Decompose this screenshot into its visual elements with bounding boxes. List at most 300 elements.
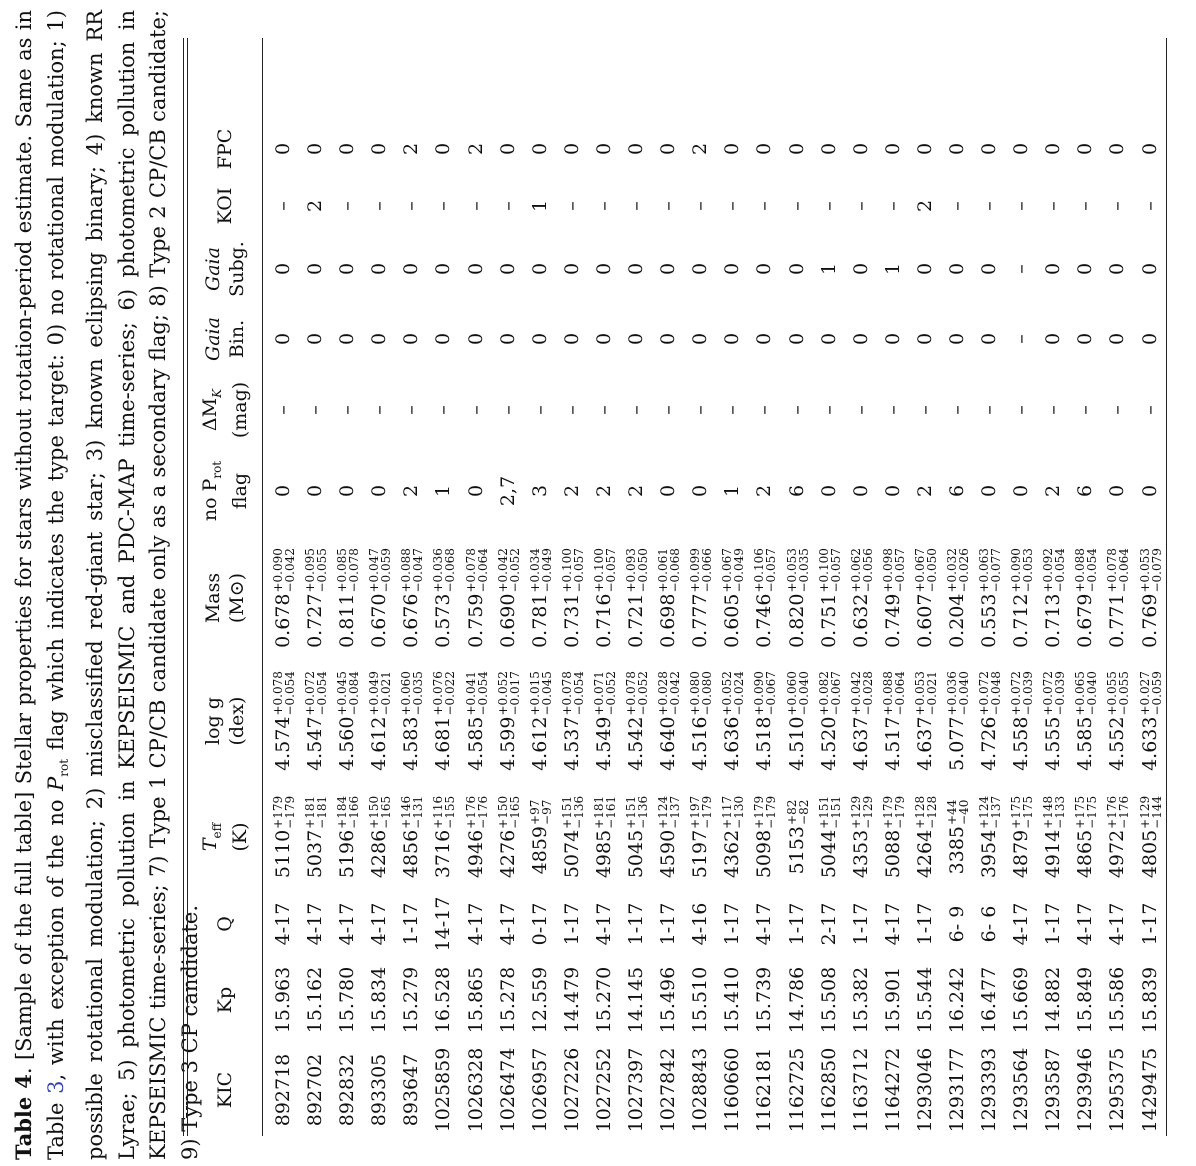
cell-gaia-bin: 0 — [785, 332, 808, 346]
cell-kp: 15.963 — [272, 966, 294, 1034]
cell-kp: 16.528 — [432, 966, 455, 1034]
cell-no-prot-flag: 0 — [464, 484, 487, 498]
cell-logg: 4.518 +0.090 −0.067 — [752, 671, 779, 771]
cell-teff: 4805 +129 −144 — [1137, 795, 1164, 879]
cell-quarters: 2-17 — [817, 902, 840, 946]
table-reference-link[interactable]: 3 — [43, 1080, 68, 1094]
caption-text-b: , with exception of the no — [43, 790, 68, 1081]
cell-spacer — [299, 38, 331, 120]
cell-mass: 0.679 +0.088 −0.054 — [1073, 548, 1100, 648]
cell-quarters: 1-17 — [721, 902, 744, 946]
table-caption — [8, 10, 206, 1160]
cell-no-prot-flag: 2 — [913, 484, 936, 498]
cell-koi: – — [1106, 201, 1129, 211]
cell-quarters: 4-16 — [689, 902, 712, 946]
cell-fpc: 2 — [689, 142, 712, 156]
cell-spacer — [460, 38, 492, 120]
cell-quarters: 4-17 — [304, 902, 327, 946]
cell-fpc: 0 — [336, 142, 359, 156]
cell-delta-mk: – — [1042, 405, 1065, 415]
cell-teff: 4946 +176 −176 — [463, 795, 490, 879]
cell-gaia-bin: 0 — [1138, 332, 1161, 346]
cell-logg: 4.637 +0.042 −0.028 — [848, 671, 875, 771]
cell-mass: 0.573 +0.036 −0.068 — [431, 548, 458, 648]
cell-mass: 0.731 +0.100 −0.057 — [559, 548, 586, 648]
cell-kic: 1028843 — [689, 1047, 712, 1133]
cell-logg: 4.681 +0.076 −0.022 — [431, 671, 458, 771]
header-koi: KOI — [214, 187, 236, 225]
cell-kp: 15.839 — [1138, 966, 1161, 1034]
cell-koi: 1 — [528, 199, 551, 213]
cell-gaia-subg: 0 — [272, 262, 294, 276]
cell-no-prot-flag: 0 — [336, 484, 359, 498]
cell-delta-mk: – — [1010, 405, 1033, 415]
cell-spacer — [716, 38, 748, 120]
cell-fpc: 0 — [785, 142, 808, 156]
cell-logg: 4.599 +0.052 −0.017 — [495, 671, 522, 771]
table-row — [813, 38, 845, 1136]
cell-fpc: 2 — [464, 142, 487, 156]
cell-gaia-subg: 0 — [785, 262, 808, 276]
table-row — [1037, 38, 1069, 1136]
cell-delta-mk: – — [913, 405, 936, 415]
caption-text-c: flag which indicates the type target: 0) no rotational modulation; 1) possible rotational modulation; 2) misclassified red-giant star; 3) known eclipsing binary; 4) known RR Lyrae; 5) photometric pollution in KEPSEISMIC and PDC-MAP time-series; 6) photometric pollution in KEPSEISMIC time-series; 7) Type 1 CP/CB candidate only as a secondary flag; 8) Type 2 CP/CB candidate; 9) Type 3 CP candidate. — [43, 10, 202, 1160]
cell-mass: 0.727 +0.095 −0.055 — [303, 548, 330, 648]
cell-no-prot-flag: 0 — [978, 484, 1001, 498]
cell-delta-mk: – — [432, 405, 455, 415]
cell-spacer — [909, 38, 941, 120]
cell-koi: – — [432, 201, 455, 211]
header-kic: KIC — [214, 1071, 236, 1109]
cell-mass: 0.781 +0.034 −0.049 — [527, 548, 554, 648]
cell-gaia-bin: 0 — [528, 332, 551, 346]
table-row — [781, 38, 813, 1136]
cell-fpc: 0 — [528, 142, 551, 156]
cell-teff: 4856 +146 −131 — [399, 795, 426, 879]
cell-teff: 5037 +181 −181 — [303, 795, 330, 879]
table-row — [973, 38, 1005, 1136]
cell-delta-mk: – — [592, 405, 615, 415]
cell-teff: 5074 +151 −136 — [559, 795, 586, 879]
cell-spacer — [1069, 38, 1101, 120]
cell-kic: 1293587 — [1042, 1047, 1065, 1133]
cell-quarters: 1-17 — [560, 902, 583, 946]
cell-mass: 0.678 +0.090 −0.042 — [271, 548, 297, 648]
cell-gaia-subg: 0 — [400, 262, 423, 276]
cell-teff: 5088 +179 −179 — [880, 795, 907, 879]
cell-koi: – — [592, 201, 615, 211]
cell-gaia-bin: 0 — [817, 332, 840, 346]
cell-delta-mk: – — [753, 405, 776, 415]
cell-kic: 1293046 — [913, 1047, 936, 1133]
caption-prot-symbol: P — [43, 776, 68, 791]
cell-kic: 892702 — [304, 1053, 327, 1127]
cell-mass: 0.721 +0.093 −0.050 — [624, 548, 651, 648]
cell-kp: 15.279 — [400, 966, 423, 1034]
cell-quarters: 4-17 — [1074, 902, 1097, 946]
cell-logg: 4.560 +0.045 −0.084 — [335, 671, 362, 771]
cell-quarters: 1-17 — [913, 902, 936, 946]
cell-gaia-subg: 0 — [368, 262, 391, 276]
cell-fpc: 0 — [913, 142, 936, 156]
cell-spacer — [748, 38, 780, 120]
cell-gaia-subg: 0 — [560, 262, 583, 276]
cell-delta-mk: – — [881, 405, 904, 415]
cell-gaia-bin: 0 — [272, 332, 294, 346]
cell-logg: 4.516 +0.080 −0.080 — [688, 671, 715, 771]
cell-no-prot-flag: 0 — [817, 484, 840, 498]
cell-fpc: 0 — [978, 142, 1001, 156]
cell-gaia-subg: 0 — [464, 262, 487, 276]
cell-gaia-bin: – — [1010, 334, 1033, 344]
cell-logg: 4.640 +0.028 −0.042 — [656, 671, 683, 771]
cell-mass: 0.749 +0.098 −0.057 — [880, 548, 907, 648]
cell-spacer — [524, 38, 556, 120]
cell-logg: 4.726 +0.072 −0.048 — [977, 671, 1004, 771]
cell-delta-mk: – — [400, 405, 423, 415]
cell-no-prot-flag: 0 — [272, 484, 294, 498]
cell-mass: 0.690 +0.042 −0.052 — [495, 548, 522, 648]
cell-delta-mk: – — [625, 405, 648, 415]
table-row — [1069, 38, 1101, 1136]
cell-kp: 15.669 — [1010, 966, 1033, 1034]
cell-fpc: 0 — [1106, 142, 1129, 156]
cell-fpc: 0 — [368, 142, 391, 156]
cell-no-prot-flag: 2 — [625, 484, 648, 498]
cell-delta-mk: – — [496, 405, 519, 415]
cell-kic: 1160660 — [721, 1047, 744, 1133]
cell-quarters: 4-17 — [753, 902, 776, 946]
cell-koi: – — [368, 201, 391, 211]
cell-quarters: 4-17 — [496, 902, 519, 946]
bottom-rule — [1166, 38, 1167, 1136]
cell-delta-mk: – — [560, 405, 583, 415]
cell-kp: 15.162 — [304, 966, 327, 1034]
cell-mass: 0.607 +0.067 −0.050 — [912, 548, 939, 648]
cell-quarters: 6- 9 — [945, 905, 968, 943]
cell-gaia-subg: 0 — [753, 262, 776, 276]
cell-quarters: 4-17 — [1106, 902, 1129, 946]
cell-quarters: 1-17 — [400, 902, 423, 946]
cell-quarters: 1-17 — [1138, 902, 1161, 946]
cell-kic: 1026957 — [528, 1047, 551, 1133]
cell-gaia-bin: 0 — [304, 332, 327, 346]
cell-kic: 892832 — [336, 1053, 359, 1127]
cell-koi: – — [1010, 201, 1033, 211]
cell-quarters: 4-17 — [592, 902, 615, 946]
cell-gaia-subg: 0 — [1106, 262, 1129, 276]
cell-mass: 0.820 +0.053 −0.035 — [784, 548, 811, 648]
cell-kp: 15.586 — [1106, 966, 1129, 1034]
header-fpc: FPC — [214, 128, 236, 170]
cell-gaia-bin: 0 — [721, 332, 744, 346]
cell-teff: 5044 +151 −151 — [816, 795, 843, 879]
cell-kic: 1026474 — [496, 1047, 519, 1133]
cell-no-prot-flag: 2 — [592, 484, 615, 498]
cell-mass: 0.811 +0.085 −0.078 — [335, 548, 362, 648]
cell-spacer — [427, 38, 459, 120]
cell-kp: 14.145 — [625, 966, 648, 1034]
cell-kic: 1027842 — [657, 1047, 680, 1133]
caption-text-a: . [Sample of the full table] Stellar properties for stars without rotation-period estimate. Same as in Table — [12, 9, 68, 1160]
cell-kp: 15.901 — [881, 966, 904, 1034]
cell-spacer — [652, 38, 684, 120]
table-row — [845, 38, 877, 1136]
cell-logg: 4.583 +0.060 −0.035 — [399, 671, 426, 771]
table-row — [363, 38, 395, 1136]
cell-no-prot-flag: 0 — [1138, 484, 1161, 498]
cell-gaia-subg: 0 — [1074, 262, 1097, 276]
cell-kp: 15.382 — [849, 966, 872, 1034]
cell-spacer — [331, 38, 363, 120]
cell-mass: 0.605 +0.067 −0.049 — [720, 548, 747, 648]
cell-koi: – — [496, 201, 519, 211]
cell-fpc: 0 — [1010, 142, 1033, 156]
cell-koi: – — [272, 201, 294, 211]
cell-fpc: 0 — [945, 142, 968, 156]
cell-logg: 4.547 +0.072 −0.054 — [303, 671, 330, 771]
cell-koi: 2 — [913, 199, 936, 213]
cell-kp: 15.510 — [689, 966, 712, 1034]
cell-mass: 0.769 +0.053 −0.079 — [1137, 548, 1164, 648]
cell-spacer — [492, 38, 524, 120]
cell-gaia-subg: 0 — [304, 262, 327, 276]
cell-fpc: 0 — [1042, 142, 1065, 156]
cell-fpc: 2 — [400, 142, 423, 156]
cell-kp: 14.882 — [1042, 966, 1065, 1034]
cell-spacer — [395, 38, 427, 120]
table-row — [716, 38, 748, 1136]
cell-quarters: 0-17 — [528, 902, 551, 946]
cell-delta-mk: – — [1138, 405, 1161, 415]
header-teff: $T_{eff}$ (K) — [198, 822, 252, 852]
cell-gaia-bin: 0 — [978, 332, 1001, 346]
cell-kic: 1163712 — [849, 1047, 872, 1133]
cell-fpc: 0 — [272, 142, 294, 156]
cell-koi: – — [400, 201, 423, 211]
cell-teff: 4859 +97 −97 — [527, 799, 554, 875]
header-gaia-subg: Gaia Subg. — [202, 241, 248, 297]
cell-delta-mk: – — [849, 405, 872, 415]
cell-mass: 0.698 +0.061 −0.068 — [656, 548, 683, 648]
cell-delta-mk: – — [657, 405, 680, 415]
cell-koi: – — [817, 201, 840, 211]
cell-logg: 4.636 +0.052 −0.024 — [720, 671, 747, 771]
cell-quarters: 1-17 — [1042, 902, 1065, 946]
cell-logg: 4.633 +0.027 −0.059 — [1137, 671, 1164, 771]
cell-mass: 0.751 +0.100 −0.057 — [816, 548, 843, 648]
cell-kic: 1293393 — [978, 1047, 1001, 1133]
cell-koi: – — [625, 201, 648, 211]
cell-quarters: 1-17 — [849, 902, 872, 946]
table-row — [1101, 38, 1133, 1136]
cell-spacer — [684, 38, 716, 120]
cell-no-prot-flag: 2 — [753, 484, 776, 498]
cell-gaia-bin: 0 — [1074, 332, 1097, 346]
cell-kp: 15.508 — [817, 966, 840, 1034]
cell-no-prot-flag: 0 — [689, 484, 712, 498]
cell-no-prot-flag: 1 — [432, 484, 455, 498]
cell-kic: 1162725 — [785, 1047, 808, 1133]
cell-gaia-bin: 0 — [496, 332, 519, 346]
cell-kp: 14.786 — [785, 966, 808, 1034]
cell-delta-mk: – — [368, 405, 391, 415]
cell-mass: 0.204 +0.032 −0.026 — [944, 548, 971, 648]
cell-gaia-subg: 1 — [881, 262, 904, 276]
cell-no-prot-flag: 0 — [1106, 484, 1129, 498]
cell-no-prot-flag: 1 — [721, 484, 744, 498]
cell-spacer — [363, 38, 395, 120]
table-row — [331, 38, 363, 1136]
cell-mass: 0.771 +0.078 −0.064 — [1105, 548, 1132, 648]
cell-koi: – — [978, 201, 1001, 211]
cell-teff: 4264 +128 −128 — [912, 795, 939, 879]
cell-kic: 1164272 — [881, 1047, 904, 1133]
cell-spacer — [845, 38, 877, 120]
cell-teff: 4590 +124 −137 — [656, 795, 683, 879]
cell-koi: – — [336, 201, 359, 211]
cell-gaia-bin: 0 — [625, 332, 648, 346]
cell-koi: – — [1074, 201, 1097, 211]
cell-delta-mk: – — [304, 405, 327, 415]
cell-gaia-subg: 1 — [817, 262, 840, 276]
cell-delta-mk: – — [1074, 405, 1097, 415]
cell-teff: 5045 +151 −136 — [624, 795, 651, 879]
header-no-prot-flag: no $P_{rot}$ flag — [198, 460, 252, 522]
table-row — [1005, 38, 1037, 1136]
cell-logg: 4.612 +0.015 −0.045 — [527, 671, 554, 771]
cell-kic: 1162850 — [817, 1047, 840, 1133]
cell-koi: – — [721, 201, 744, 211]
cell-gaia-subg: 0 — [625, 262, 648, 276]
cell-koi: 2 — [304, 199, 327, 213]
cell-no-prot-flag: 3 — [528, 484, 551, 498]
top-rule — [183, 38, 184, 1136]
table-row — [492, 38, 524, 1136]
cell-logg: 4.558 +0.072 −0.039 — [1009, 671, 1036, 771]
cell-mass: 0.759 +0.078 −0.064 — [463, 548, 490, 648]
cell-gaia-bin: 0 — [400, 332, 423, 346]
cell-fpc: 0 — [592, 142, 615, 156]
cell-kic: 1293946 — [1074, 1047, 1097, 1133]
cell-gaia-bin: 0 — [1106, 332, 1129, 346]
cell-kp: 16.242 — [945, 966, 968, 1034]
cell-delta-mk: – — [785, 405, 808, 415]
cell-gaia-subg: 0 — [1138, 262, 1161, 276]
cell-gaia-bin: 0 — [560, 332, 583, 346]
table-row — [299, 38, 331, 1136]
cell-fpc: 0 — [1074, 142, 1097, 156]
cell-mass: 0.746 +0.106 −0.057 — [752, 548, 779, 648]
cell-gaia-subg: 0 — [945, 262, 968, 276]
cell-kic: 1027397 — [625, 1047, 648, 1133]
cell-koi: – — [849, 201, 872, 211]
table-label: Table 4 — [11, 1074, 36, 1160]
cell-gaia-subg: 0 — [496, 262, 519, 276]
cell-kic: 1429475 — [1138, 1047, 1161, 1133]
header-delta-mk: $\Delta M_K$ (mag) — [198, 381, 252, 439]
cell-logg: 4.520 +0.082 −0.067 — [816, 671, 843, 771]
cell-gaia-subg: 0 — [913, 262, 936, 276]
table-row — [941, 38, 973, 1136]
cell-fpc: 0 — [721, 142, 744, 156]
cell-no-prot-flag: 2 — [560, 484, 583, 498]
cell-kic: 893305 — [368, 1053, 391, 1127]
header-logg: log g (dex) — [202, 696, 248, 746]
cell-kic: 1295375 — [1106, 1047, 1129, 1133]
cell-fpc: 0 — [753, 142, 776, 156]
cell-fpc: 0 — [432, 142, 455, 156]
cell-logg: 4.612 +0.049 −0.021 — [367, 671, 394, 771]
cell-kp: 15.410 — [721, 966, 744, 1034]
cell-spacer — [556, 38, 588, 120]
cell-teff: 4985 +181 −161 — [591, 795, 618, 879]
cell-gaia-subg: 0 — [592, 262, 615, 276]
cell-quarters: 4-17 — [464, 902, 487, 946]
cell-gaia-bin: 0 — [1042, 332, 1065, 346]
cell-fpc: 0 — [304, 142, 327, 156]
cell-spacer — [1037, 38, 1069, 120]
cell-quarters: 4-17 — [336, 902, 359, 946]
cell-logg: 4.555 +0.072 −0.039 — [1041, 671, 1068, 771]
cell-gaia-bin: 0 — [368, 332, 391, 346]
cell-teff: 4972 +176 −176 — [1105, 795, 1132, 879]
cell-teff: 5153 +82 −82 — [784, 799, 811, 875]
cell-delta-mk: – — [336, 405, 359, 415]
cell-koi: – — [464, 201, 487, 211]
cell-teff: 4276 +150 −165 — [495, 795, 522, 879]
cell-kp: 15.780 — [336, 966, 359, 1034]
cell-gaia-bin: 0 — [432, 332, 455, 346]
cell-gaia-bin: 0 — [881, 332, 904, 346]
cell-teff: 4362 +117 −130 — [720, 795, 747, 879]
cell-gaia-subg: 0 — [721, 262, 744, 276]
cell-logg: 4.510 +0.060 −0.040 — [784, 671, 811, 771]
cell-kp: 15.270 — [592, 966, 615, 1034]
cell-delta-mk: – — [272, 405, 294, 415]
table-row — [524, 38, 556, 1136]
cell-gaia-subg: 0 — [528, 262, 551, 276]
cell-no-prot-flag: 0 — [304, 484, 327, 498]
cell-kic: 1293564 — [1010, 1047, 1033, 1133]
cell-delta-mk: – — [689, 405, 712, 415]
cell-gaia-bin: 0 — [849, 332, 872, 346]
cell-fpc: 0 — [881, 142, 904, 156]
cell-quarters: 4-17 — [1010, 902, 1033, 946]
cell-quarters: 1-17 — [625, 902, 648, 946]
cell-spacer — [1005, 38, 1037, 120]
cell-teff: 5197 +197 −179 — [688, 795, 715, 879]
cell-kic: 893647 — [400, 1053, 423, 1127]
cell-mass: 0.777 +0.099 −0.066 — [688, 548, 715, 648]
cell-fpc: 0 — [496, 142, 519, 156]
cell-koi: – — [560, 201, 583, 211]
cell-gaia-bin: 0 — [464, 332, 487, 346]
cell-logg: 5.077 +0.036 −0.040 — [944, 671, 971, 771]
table-header-row — [188, 38, 262, 1136]
cell-kic: 892718 — [272, 1053, 294, 1127]
cell-gaia-subg: 0 — [657, 262, 680, 276]
cell-delta-mk: – — [945, 405, 968, 415]
cell-no-prot-flag: 0 — [368, 484, 391, 498]
cell-spacer — [1101, 38, 1133, 120]
cell-no-prot-flag: 0 — [849, 484, 872, 498]
cell-spacer — [973, 38, 1005, 120]
cell-gaia-bin: 0 — [336, 332, 359, 346]
cell-mass: 0.553 +0.063 −0.077 — [977, 548, 1004, 648]
cell-spacer — [941, 38, 973, 120]
cell-kic: 1027226 — [560, 1047, 583, 1133]
